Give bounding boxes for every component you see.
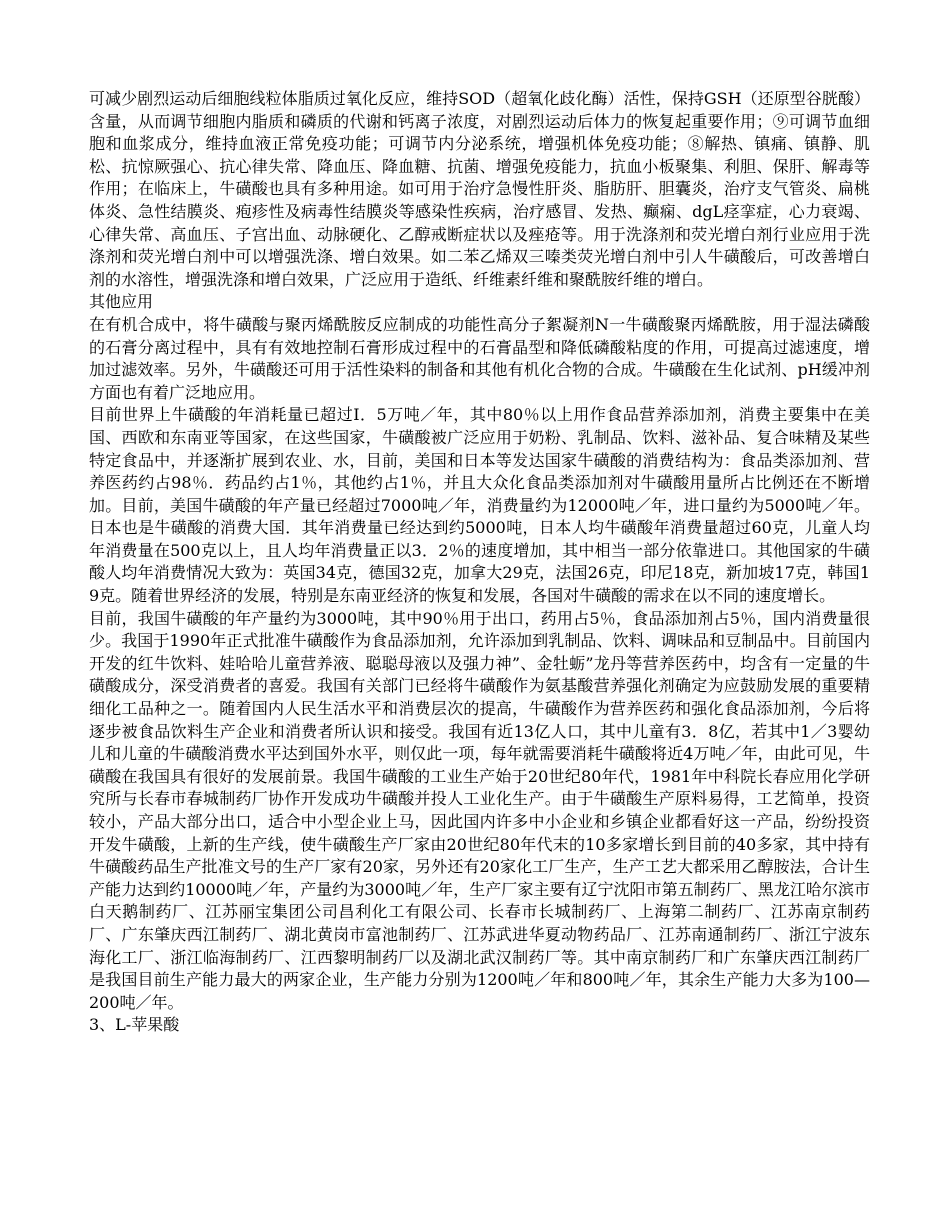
heading-other-applications: 其他应用: [89, 292, 154, 312]
paragraph-china-production: 目前，我国牛磺酸的年产量约为3000吨，其中90％用于出口，药用占5％，食品添加剂占5％，国内消费量很少。我国于1990年正式批准牛磺酸作为食品添加剂，允许添加到乳制品、饮料、调味品和豆制品中。目前国内开发的红牛饮料、娃哈哈儿童营养液、聪聪母液以及强力神”、金牡蛎”龙丹等营养医药中，均含有一定量的牛磺酸成分，深受消费者的喜爱。我国有关部门已经将牛磺酸作为氨基酸营养强化剂确定为应鼓励发展的重要精细化工品种之一。随着国内人民生活水平和消费层次的提高，牛磺酸作为营养医药和强化食品添加剂，今后将逐步被食品饮料生产企业和消费者所认识和接受。我国有近13亿人口，其中儿童有3．8亿，若其中1／3婴幼儿和儿童的牛磺酸消费水平达到国外水平，则仅此一项，每年就需要消耗牛磺酸将近4万吨／年，由此可见，牛磺酸在我国具有很好的发展前景。我国牛磺酸的工业生产始于20世纪80年代，1981年中科院长春应用化学研究所与长春市春城制药厂协作开发成功牛磺酸并投人工业化生产。由于牛磺酸生产原料易得，工艺简单，投资较小，产品大部分出口，适合中小型企业上马，因此国内许多中小企业和乡镇企业都看好这一产品，纷纷投资开发牛磺酸，上新的生产线，使牛磺酸生产厂家由20世纪80年代末的10多家增长到目前的40多家，其中持有牛磺酸药品生产批准文号的生产厂家有20家，另外还有20家化工厂生产，生产工艺大都采用乙醇胺法，合计生产能力达到约10000吨／年，产量约为3000吨／年，生产厂家主要有辽宁沈阳市第五制药厂、黑龙江哈尔滨市白天鹅制药厂、江苏丽宝集团公司昌利化工有限公司、长春市长城制药厂、上海第二制药厂、江苏南京制药厂、广东肇庆西江制药厂、湖北黄岗市富池制药厂、江苏武进华夏动物药品厂、江苏南通制药厂、浙江宁波东海化工厂、浙江临海制药厂、江西黎明制药厂以及湖北武汉制药厂等。其中南京制药厂和广东肇庆西江制药厂是我国目前生产能力最大的两家企业，生产能力分别为1200吨／年和800吨／年，其余生产能力大多为100—200吨／年。: [89, 608, 870, 1012]
heading-l-malic-acid: 3、L-苹果酸: [89, 1015, 180, 1035]
paragraph-organic-synthesis: 在有机合成中，将牛磺酸与聚丙烯酰胺反应制成的功能性高分子絮凝剂N一牛磺酸聚丙烯酰胺，用于湿法磷酸的石膏分离过程中，具有有效地控制石膏形成过程中的石膏晶型和降低磷酸粘度的作用，可提高过滤速度，增加过滤效率。另外，牛磺酸还可用于活性染料的制备和其他有机化合物的合成。牛磺酸在生化试剂、pH缓冲剂方面也有着广泛地应用。: [89, 314, 870, 402]
paragraph-taurine-functions: 可减少剧烈运动后细胞线粒体脂质过氧化反应，维持SOD（超氧化歧化酶）活性，保持GSH（还原型谷胱酸）含量，从而调节细胞内脂质和磷质的代谢和钙离子浓度，对剧烈运动后体力的恢复起重要作用；⑨可调节血细胞和血浆成分，维持血液正常免疫功能；可调节内分泌系统，增强机体免疫功能；⑧解热、镇痛、镇静、肌松、抗惊厥强心、抗心律失常、降血压、降血糖、抗菌、增强免疫能力，抗血小板聚集、利胆、保肝、解毒等作用；在临床上，牛磺酸也具有多种用途。如可用于治疗急慢性肝炎、脂肪肝、胆囊炎，治疗支气管炎、扁桃体炎、急性结膜炎、疱疹性及病毒性结膜炎等感染性疾病，治疗感冒、发热、癫痫、dgL痉挛症，心力衰竭、心律失常、高血压、子宫出血、动脉硬化、乙醇戒断症状以及痤疮等。用于洗涤剂和荧光增白剂行业应用于洗涤剂和荧光增白剂中可以增强洗涤、增白效果。如二苯乙烯双三嗪类荧光增白剂中引人牛磺酸后，可改善增白剂的水溶性，增强洗涤和增白效果，广泛应用于造纸、纤维素纤维和聚酰胺纤维的增白。: [89, 89, 870, 289]
paragraph-world-consumption: 目前世界上牛磺酸的年消耗量已超过I．5万吨／年，其中80％以上用作食品营养添加剂，消费主要集中在美国、西欧和东南亚等国家，在这些国家，牛磺酸被广泛应用于奶粉、乳制品、饮料、滋补品、复合味精及某些特定食品中，并逐渐扩展到农业、水，目前，美国和日本等发达国家牛磺酸的消费结构为：食品类添加剂、营养医药约占98％．药品约占1％，其他约占1％，并且大众化食品类添加剂对牛磺酸用量所占比例还在不断增加。目前，美国牛磺酸的年产量已经超过7000吨／年，消费量约为12000吨／年，进口量约为5000吨／年。日本也是牛磺酸的消费大国．其年消费量已经达到约5000吨，日本人均牛磺酸年消费量超过60克，儿童人均年消费量在500克以上，且人均年消费量正以3．2％的速度增加，其中相当一部分依靠进口。其他国家的牛磺酸人均年消费情况大致为：英国34克，德国32克，加拿大29克，法国26克，印尼18克，新加坡17克，韩国19克。随着世界经济的发展，特别是东南亚经济的恢复和发展，各国对牛磺酸的需求在以不同的速度增长。: [89, 405, 870, 606]
